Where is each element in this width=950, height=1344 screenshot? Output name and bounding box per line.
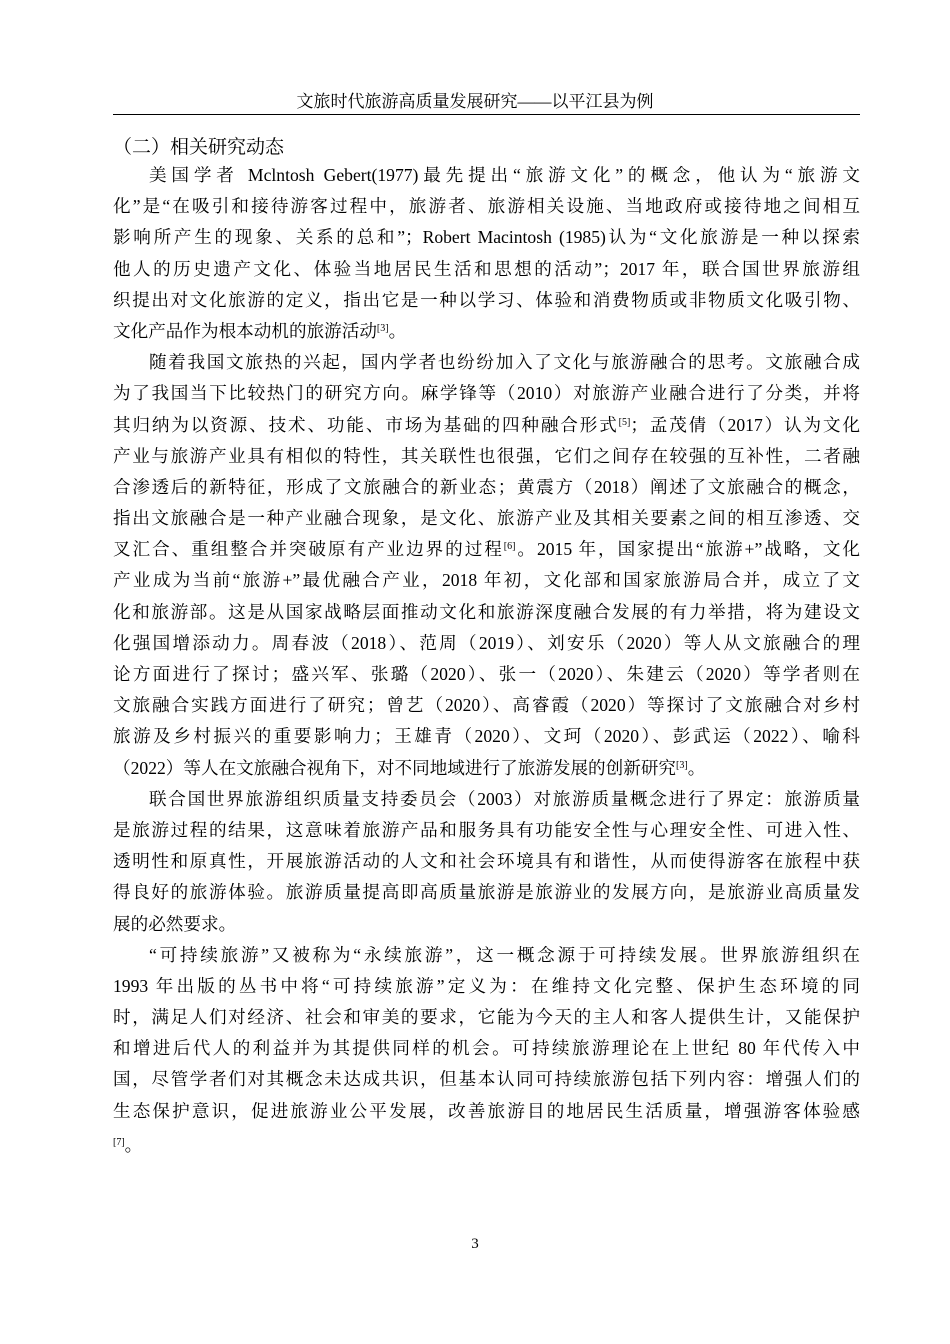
text-line: （2022）等人在文旅融合视角下，对不同地域进行了旅游发展的创新研究[3]。: [113, 757, 706, 778]
body-text: [113, 160, 860, 1158]
text-line: 其归纳为以资源、技术、功能、市场为基础的四种融合形式[5]；孟茂倩（2017）认为文化: [113, 414, 860, 435]
citation-ref: [7]: [113, 1136, 125, 1148]
text-line: 产业与旅游产业具有相似的特性，其关联性也很强，它们之间存在较强的互补性，二者融: [113, 445, 860, 466]
text-line: 是旅游过程的结果，这意味着旅游产品和服务具有功能安全性与心理安全性、可进入性、: [113, 819, 860, 840]
text-line: “可持续旅游”又被称为“永续旅游”，这一概念源于可持续发展。世界旅游组织在: [149, 944, 860, 965]
text-line: 随着我国文旅热的兴起，国内学者也纷纷加入了文化与旅游融合的思考。文旅融合成: [149, 352, 860, 373]
text-line: 织提出对文化旅游的定义，指出它是一种以学习、体验和消费物质或非物质文化吸引物、: [113, 289, 860, 310]
text-line: 1993 年出版的丛书中将“可持续旅游”定义为：在维持文化完整、保护生态环境的同: [113, 975, 860, 996]
citation-ref: [3]: [376, 322, 389, 334]
text-line: 论方面进行了探讨；盛兴军、张璐（2020）、张一（2020）、朱建云（2020）等学者则在: [113, 664, 860, 684]
text-line: 化”是“在吸引和接待游客过程中，旅游者、旅游相关设施、当地政府或接待地之间相互: [113, 196, 860, 217]
text-line: 美国学者 Mclntosh Gebert(1977)最先提出“旅游文化”的概念，他认为“旅游文: [149, 165, 860, 185]
text-line: 化强国增添动力。周春波（2018）、范周（2019）、刘安乐（2020）等人从文旅融合的理: [113, 632, 860, 653]
text-line: 他人的历史遗产文化、体验当地居民生活和思想的活动”；2017 年，联合国世界旅游组: [113, 258, 860, 279]
citation-ref: [3]: [676, 759, 688, 771]
text-line: 为了我国当下比较热门的研究方向。麻学锋等（2010）对旅游产业融合进行了分类，并将: [113, 383, 860, 404]
text-line: 产业成为当前“旅游+”最优融合产业，2018 年初，文化部和国家旅游局合并，成立了文: [113, 570, 860, 591]
text-line: 透明性和原真性，开展旅游活动的人文和社会环境具有和谐性，从而使得游客在旅程中获: [113, 851, 860, 872]
paragraph-2: [113, 347, 860, 784]
text-line: [7]。: [113, 1134, 143, 1155]
paragraph-3: [113, 784, 860, 940]
text-line: 得良好的旅游体验。旅游质量提高即高质量旅游是旅游业的发展方向，是旅游业高质量发: [113, 882, 860, 903]
header-divider: [113, 114, 860, 115]
text-line: 叉汇合、重组整合并突破原有产业边界的过程[6]。2015 年，国家提出“旅游+”战略，文化: [113, 539, 860, 560]
text-line: 指出文旅融合是一种产业融合现象，是文化、旅游产业及其相关要素之间的相互渗透、交: [113, 508, 860, 529]
page-number: 3: [471, 1236, 479, 1252]
text-line: 文化产品作为根本动机的旅游活动[3]。: [113, 320, 407, 341]
text-line: 影响所产生的现象、关系的总和”；Robert Macintosh (1985)认为“文化旅游是一种以探索: [113, 227, 860, 248]
citation-ref: [6]: [503, 541, 516, 553]
paragraph-4: [113, 940, 860, 1158]
text-line: 国，尽管学者们对其概念未达成共识，但基本认同可持续旅游包括下列内容：增强人们的: [113, 1069, 860, 1090]
text-line: 旅游及乡村振兴的重要影响力；王雄青（2020）、文珂（2020）、彭武运（2022）、喻科: [113, 726, 860, 747]
text-line: 文旅融合实践方面进行了研究；曾艺（2020）、高睿霞（2020）等探讨了文旅融合对乡村: [113, 695, 860, 716]
text-line: 展的必然要求。: [113, 913, 237, 934]
citation-ref: [5]: [618, 416, 631, 428]
paragraph-1: [113, 160, 860, 347]
text-line: 合渗透后的新特征，形成了文旅融合的新业态；黄震方（2018）阐述了文旅融合的概念，: [113, 476, 860, 497]
text-line: 时，满足人们对经济、社会和审美的要求，它能为今天的主人和客人提供生计，又能保护: [113, 1007, 860, 1028]
text-line: 生态保护意识，促进旅游业公平发展，改善旅游目的地居民生活质量，增强游客体验感: [113, 1100, 860, 1121]
running-title: 文旅时代旅游高质量发展研究——以平江县为例: [296, 92, 654, 111]
text-line: 联合国世界旅游组织质量支持委员会（2003）对旅游质量概念进行了界定：旅游质量: [149, 788, 860, 809]
section-heading: （二）相关研究动态: [113, 135, 285, 158]
text-line: 和增进后代人的利益并为其提供同样的机会。可持续旅游理论在上世纪 80 年代传入中: [113, 1038, 860, 1059]
text-line: 化和旅游部。这是从国家战略层面推动文化和旅游深度融合发展的有力举措，将为建设文: [113, 601, 860, 622]
